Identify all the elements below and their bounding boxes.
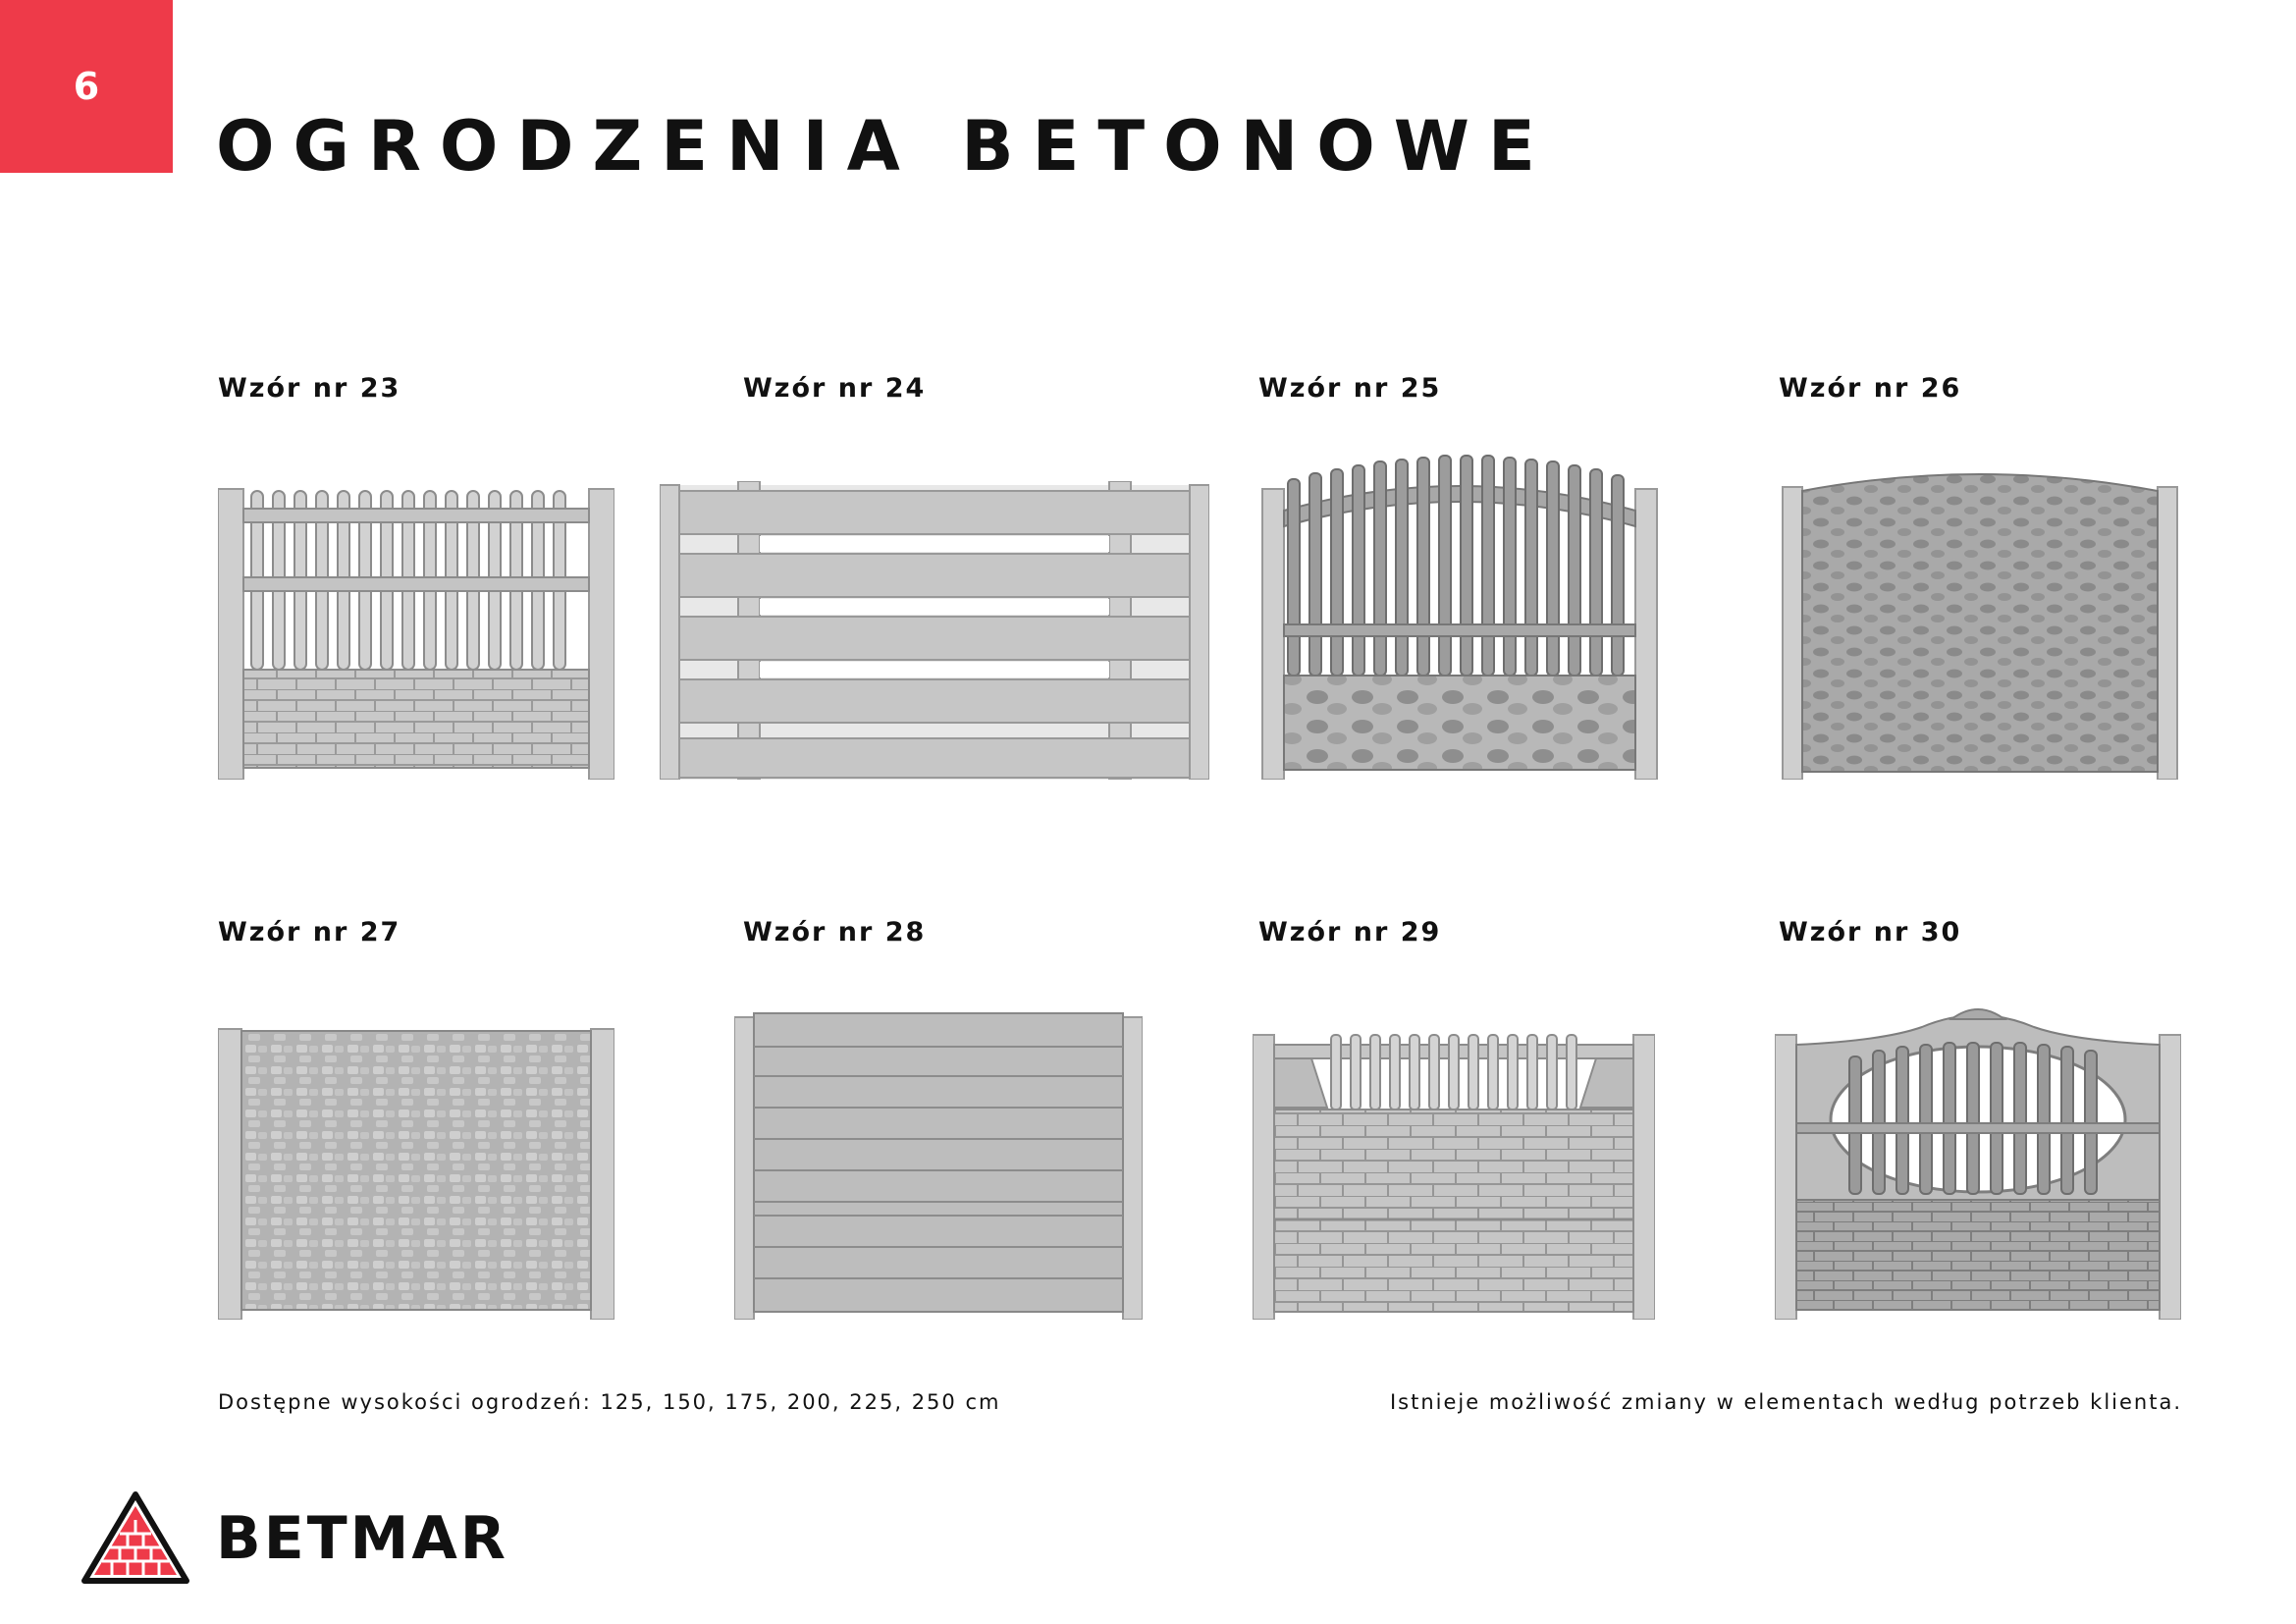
page-number-badge [0,0,173,173]
pattern-label-25: Wzór nr 25 [1258,373,1442,404]
fence-image-24 [660,481,1209,780]
fence-image-26 [1779,473,2181,780]
pattern-label-24: Wzór nr 24 [743,373,927,404]
heights-note: Dostępne wysokości ogrodzeń: 125, 150, 175, 200, 225, 250 cm [218,1390,1001,1414]
pattern-label-23: Wzór nr 23 [218,373,401,404]
page-number: 6 [73,65,100,108]
pattern-label-28: Wzór nr 28 [743,917,927,947]
page-title: OGRODZENIA BETONOWE [216,106,1554,187]
custom-note: Istnieje możliwość zmiany w elementach według potrzeb klienta. [1389,1390,2182,1414]
fence-image-25 [1258,452,1661,780]
betmar-logo-icon [80,1490,190,1587]
fence-image-28 [734,1009,1143,1320]
fence-image-29 [1253,1031,1655,1320]
fence-image-23 [218,452,614,780]
pattern-label-30: Wzór nr 30 [1779,917,1962,947]
brand-name: BETMAR [216,1504,508,1573]
fence-image-27 [218,1021,614,1320]
pattern-label-27: Wzór nr 27 [218,917,401,947]
fence-image-30 [1775,1005,2181,1320]
pattern-label-29: Wzór nr 29 [1258,917,1442,947]
pattern-label-26: Wzór nr 26 [1779,373,1962,404]
